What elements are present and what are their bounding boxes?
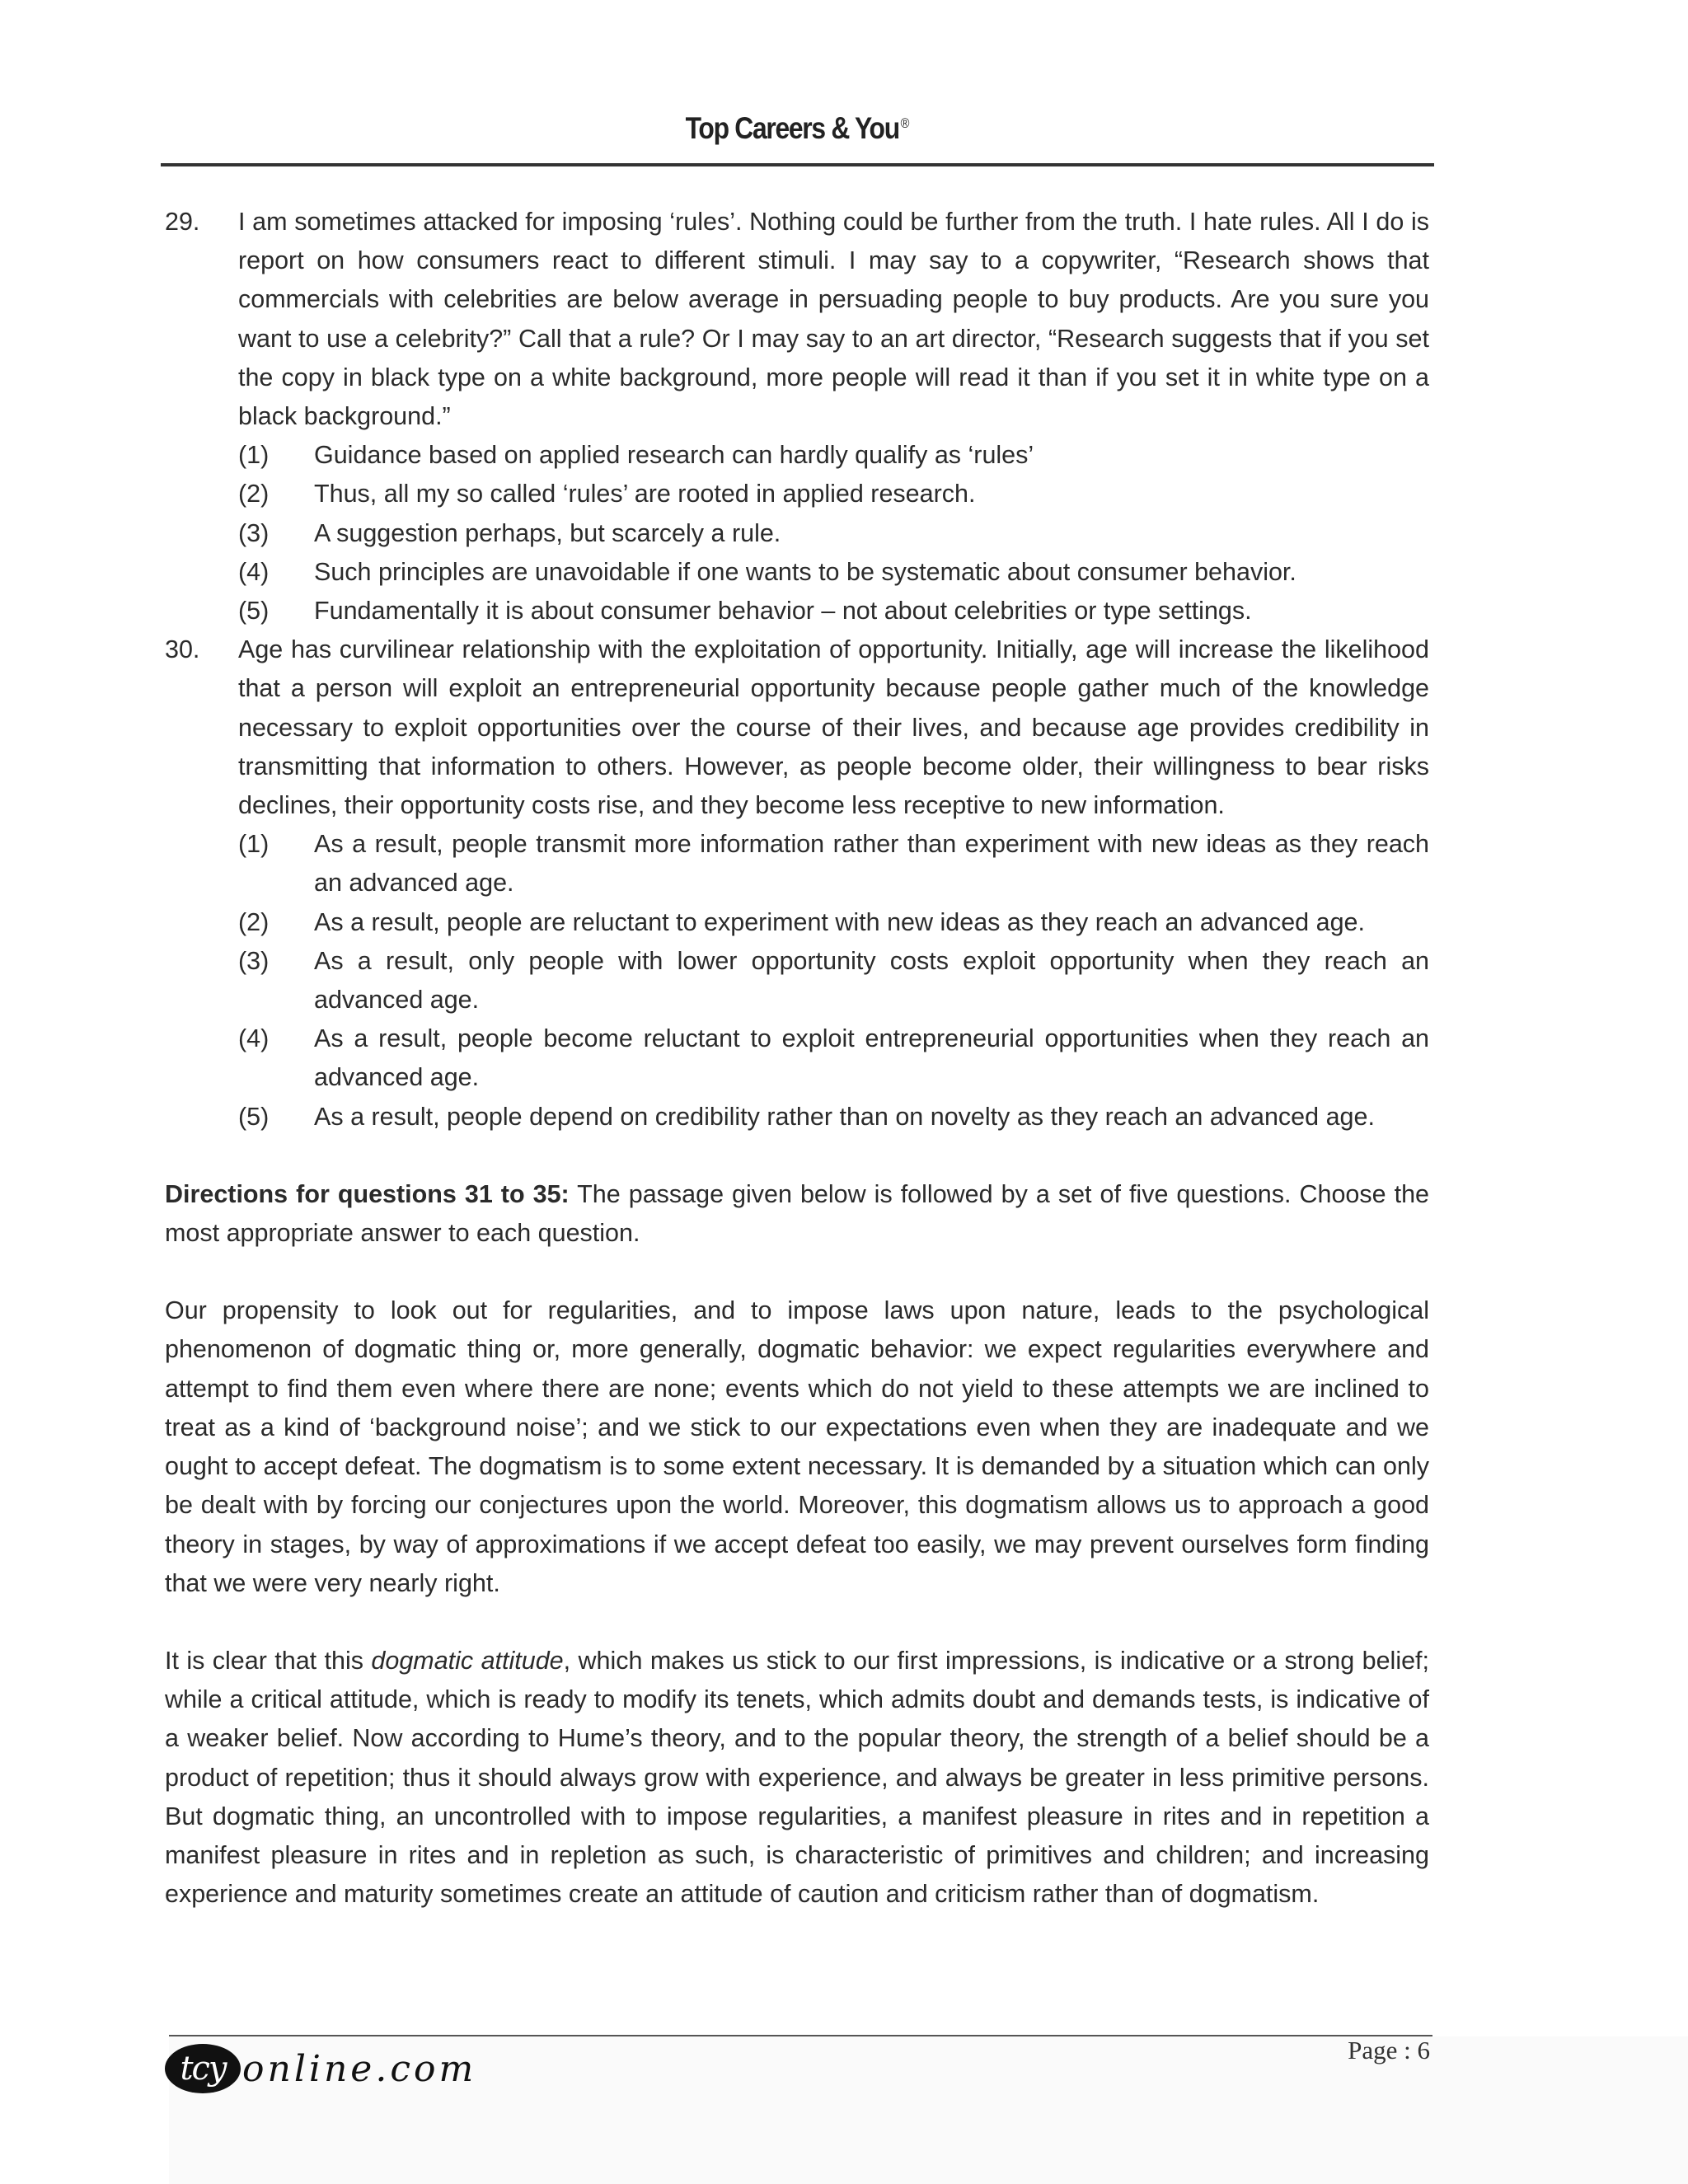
option-number: (4) [238, 1024, 270, 1053]
header-rule [161, 163, 1434, 166]
passage-text: It is clear that this [165, 1646, 372, 1675]
option-number: (1) [238, 441, 270, 470]
page-content [165, 203, 1429, 1914]
question-number: 30. [165, 635, 200, 664]
option-number: (3) [238, 518, 270, 547]
tcyonline-logo [165, 2040, 476, 2097]
option-text: As a result, people are reluctant to experiment with new ideas as they reach an advanced age. [314, 907, 1365, 936]
option-1 [238, 436, 1429, 475]
option-5 [238, 1098, 1429, 1137]
option-number: (3) [238, 946, 270, 975]
logo-badge: tcy [165, 2044, 241, 2093]
option-number: (5) [238, 597, 270, 626]
directions-label: Directions for questions 31 to 35: [165, 1179, 570, 1208]
option-number: (2) [238, 480, 270, 509]
option-text: Such principles are unavoidable if one wants to be systematic about consumer behavior. [314, 557, 1296, 586]
directions-text: The passage given below is followed by a set of five questions. Choose the most appropriate answer to each question. [165, 1179, 1430, 1248]
footer-rule [169, 2035, 1432, 2036]
option-text: As a result, people become reluctant to exploit entrepreneurial opportunities when they reach an advanced age. [314, 1024, 1429, 1092]
option-text: As a result, people depend on credibility rather than on novelty as they reach an advanced age. [314, 1102, 1375, 1131]
option-4 [238, 1019, 1429, 1097]
option-text: As a result, people transmit more information rather than experiment with new ideas as they reach an advanced age. [314, 830, 1429, 898]
option-number: (4) [238, 557, 270, 586]
option-text: Guidance based on applied research can hardly qualify as ‘rules’ [314, 441, 1034, 470]
option-2 [238, 475, 1429, 513]
option-text: A suggestion perhaps, but scarcely a rule. [314, 518, 781, 547]
option-4 [238, 553, 1429, 592]
question-text: Age has curvilinear relationship with the exploitation of opportunity. Initially, age will increase the likelihood that a person will exploit an entrepreneurial opportunity because people gather much of the knowledge necessary to exploit opportunities over the course of their lives, and because age provides credibility in transmitting that information to others. However, as people become older, their willingness to bear risks declines, their opportunity costs rise, and they become less receptive to new information. [238, 635, 1429, 820]
question-number: 29. [165, 208, 200, 236]
option-3 [238, 942, 1429, 1019]
page-number: Page : 6 [1348, 2036, 1430, 2064]
option-3 [238, 514, 1429, 553]
emphasized-term: dogmatic attitude [371, 1646, 564, 1675]
option-number: (1) [238, 830, 270, 859]
logo-text: online.com [242, 2047, 477, 2090]
option-text: Thus, all my so called ‘rules’ are rooted in applied research. [314, 480, 976, 509]
directions [165, 1175, 1429, 1253]
option-number: (2) [238, 907, 270, 936]
page-header [250, 111, 1345, 146]
option-text: Fundamentally it is about consumer behavior – not about celebrities or type settings. [314, 597, 1252, 626]
question-text: I am sometimes attacked for imposing ‘rules’. Nothing could be further from the truth. I hate rules. All I do is report on how consumers react to different stimuli. I may say to a copywriter, “Research shows that commercials with celebrities are below average in persuading people to buy products. Are you sure you want to use a celebrity?” Call that a rule? Or I may say to an art director, “Research suggests that if you set the copy in black type on a white background, more people will read it than if you set it in white type on a black background.” [238, 208, 1429, 431]
option-text: As a result, only people with lower opportunity costs exploit opportunity when they reach an advanced age. [314, 946, 1429, 1015]
header-title: Top Careers & You [685, 111, 899, 145]
option-1 [238, 825, 1429, 902]
option-2 [238, 903, 1429, 942]
question-29 [165, 203, 1429, 630]
question-30 [165, 630, 1429, 1137]
option-number: (5) [238, 1102, 270, 1131]
registered-mark: ® [900, 115, 910, 131]
passage-paragraph-1: Our propensity to look out for regularities, and to impose laws upon nature, leads to the psychological phenomenon of dogmatic thing or, more generally, dogmatic behavior: we expect regularities everywhere and attempt to find them even where there are none; events which do not yield to these attempts we are inclined to treat as a kind of ‘background noise’; and we stick to our expectations even when they are inadequate and we ought to accept defeat. The dogmatism is to some extent necessary. It is demanded by a situation which can only be dealt with by forcing our conjectures upon the world. Moreover, this dogmatism allows us to approach a good theory in stages, by way of approximations if we accept defeat too easily, we may prevent ourselves form finding that we were very nearly right. [165, 1296, 1429, 1597]
option-5 [238, 592, 1429, 630]
passage-text: , which makes us stick to our first impressions, is indicative or a strong belief; while a critical attitude, which is ready to modify its tenets, which admits doubt and demands tests, is indicative of a weaker belief. Now according to Hume’s theory, and to the popular theory, the strength of a belief should be a product of repetition; thus it should always grow with experience, and always be greater in less primitive persons. But dogmatic thing, an uncontrolled with to impose regularities, a manifest pleasure in rites and in repetition a manifest pleasure in rites and in repletion as such, is characteristic of primitives and children; and increasing experience and maturity sometimes create an attitude of caution and criticism rather than of dogmatism. [165, 1646, 1429, 1909]
passage-paragraph-2 [165, 1642, 1429, 1914]
